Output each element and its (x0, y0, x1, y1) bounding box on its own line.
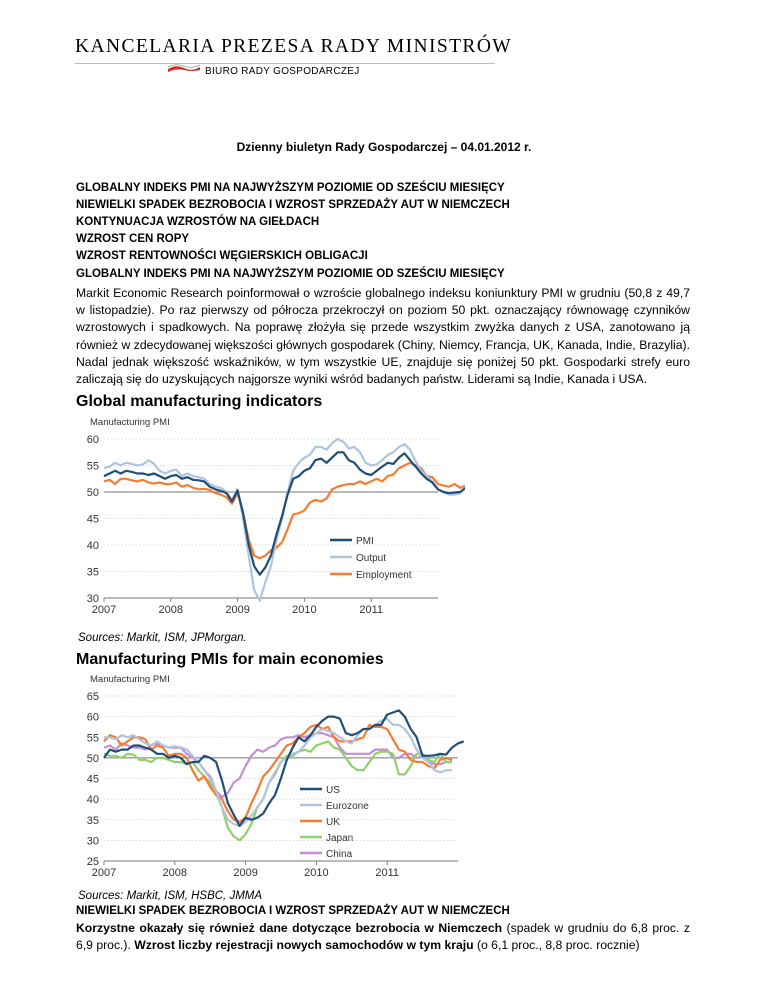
chart2-ytick: 35 (86, 814, 99, 827)
chart2-ytick: 30 (86, 835, 99, 848)
bulletin-title: Dzienny biuletyn Rady Gospodarczej – 04.01.2012 r. (236, 140, 532, 154)
chart2-legend-label: US (326, 785, 340, 796)
chart2-legend-label: Japan (326, 833, 354, 844)
section2-text-1: (spadek w grudniu do 6,8 proc. z 6,9 proc.). (76, 921, 690, 953)
chart2-legend-label: Eurozone (326, 801, 369, 812)
header-divider (75, 63, 495, 64)
headline-1: GLOBALNY INDEKS PMI NA NAJWYŻSZYM POZIOMIE OD SZEŚCIU MIESIĘCY (76, 182, 505, 194)
headline-3: KONTYNUACJA WZROSTÓW NA GIEŁDACH (76, 216, 320, 228)
chart2-xtick: 2009 (233, 867, 258, 879)
chart2-ylabel: Manufacturing PMI (90, 674, 170, 685)
chart2-ytick: 40 (86, 794, 99, 807)
headline-5: WZROST RENTOWNOŚCI WĘGIERSKICH OBLIGACJI (76, 250, 368, 262)
chart2-title: Manufacturing PMIs for main economies (76, 651, 384, 668)
office-title: KANCELARIA PREZESA RADY MINISTRÓW (75, 36, 513, 57)
section2-heading: NIEWIELKI SPADEK BEZROBOCIA I WZROST SPRZEDAŻY AUT W NIEMCZECH (76, 905, 510, 917)
chart2-ytick: 60 (86, 711, 99, 724)
chart2-source: Sources: Markit, ISM, HSBC, JMMA (78, 890, 263, 902)
headline-2: NIEWIELKI SPADEK BEZROBOCIA I WZROST SPRZEDAŻY AUT W NIEMCZECH (76, 199, 510, 211)
chart1-ytick: 45 (86, 513, 99, 526)
section2-bold-2: Wzrost liczby rejestracji nowych samochodów w tym kraju (134, 938, 474, 953)
section2-body (76, 920, 690, 954)
chart1-legend-label: Output (356, 553, 387, 564)
chart1-ytick: 30 (86, 593, 99, 605)
flag-logo-icon (167, 64, 201, 73)
chart1-ylabel: Manufacturing PMI (90, 417, 170, 428)
office-subtitle: BIURO RADY GOSPODARCZEJ (205, 66, 360, 77)
chart2-ytick: 55 (86, 732, 99, 745)
chart1-xtick: 2010 (292, 604, 317, 616)
chart2-series-eurozone (104, 719, 452, 826)
chart2-xtick: 2007 (91, 867, 117, 879)
chart1-ytick: 55 (86, 460, 99, 473)
chart1-xtick: 2009 (225, 604, 250, 616)
chart2-xtick: 2011 (375, 867, 400, 879)
headline-4: WZROST CEN ROPY (76, 233, 190, 245)
chart1-xtick: 2007 (91, 604, 117, 616)
chart2-plot (60, 672, 465, 887)
chart2-legend-label: China (326, 849, 353, 860)
chart2-ytick: 50 (86, 752, 99, 765)
chart1-source: Sources: Markit, ISM, JPMorgan. (78, 632, 247, 644)
chart2-xtick: 2008 (162, 867, 188, 879)
chart1-ytick: 50 (86, 487, 99, 499)
chart1-xtick: 2008 (158, 604, 184, 616)
section1-heading: GLOBALNY INDEKS PMI NA NAJWYŻSZYM POZIOMIE OD SZEŚCIU MIESIĘCY (76, 268, 505, 280)
chart2-xtick: 2010 (304, 867, 329, 879)
section2-bold-1: Korzystne okazały się również dane dotyczące bezrobocia w Niemczech (76, 921, 503, 935)
chart1-legend-label: Employment (356, 570, 412, 581)
section2-text-2: (o 6,1 proc., 8,8 proc. rocznie) (473, 938, 640, 953)
chart2-ytick: 45 (86, 773, 99, 786)
chart2-ytick: 65 (86, 691, 99, 703)
chart1-plot (60, 415, 465, 625)
chart1-legend-label: PMI (356, 536, 374, 547)
chart1-xtick: 2011 (359, 604, 384, 616)
chart1-title: Global manufacturing indicators (76, 393, 323, 410)
chart2-ytick: 25 (86, 856, 99, 868)
chart1-ytick: 60 (86, 434, 99, 446)
chart1-ytick: 35 (86, 566, 99, 579)
chart2-legend-label: UK (326, 817, 340, 828)
chart1-ytick: 40 (86, 540, 99, 552)
section1-body: Markit Economic Research poinformował o wzroście globalnego indeksu koniunktury PMI w grudniu (50,8 z 49,7 w listopadzie). Po raz pierwszy od półrocza przekroczył on poziom 50 pkt. oznaczający równowagę czynników wzrostowych i spadkowych. Na poprawę złożyła się przede wszystkim zwyżka danych z USA, zanotowano ją również w zdecydowanej większości głównych gospodarek (Chiny, Niemcy, Francja, UK, Kanada, Indie, Brazylia). Nadal jednak większość wskaźników, w tym wszystkie UE, znajduje się poniżej 50 pkt. Gospodarki strefy euro zaliczają się do uzyskujących najgorsze wyniki wśród badanych państw. Liderami są Indie, Kanada i USA. (76, 286, 690, 387)
